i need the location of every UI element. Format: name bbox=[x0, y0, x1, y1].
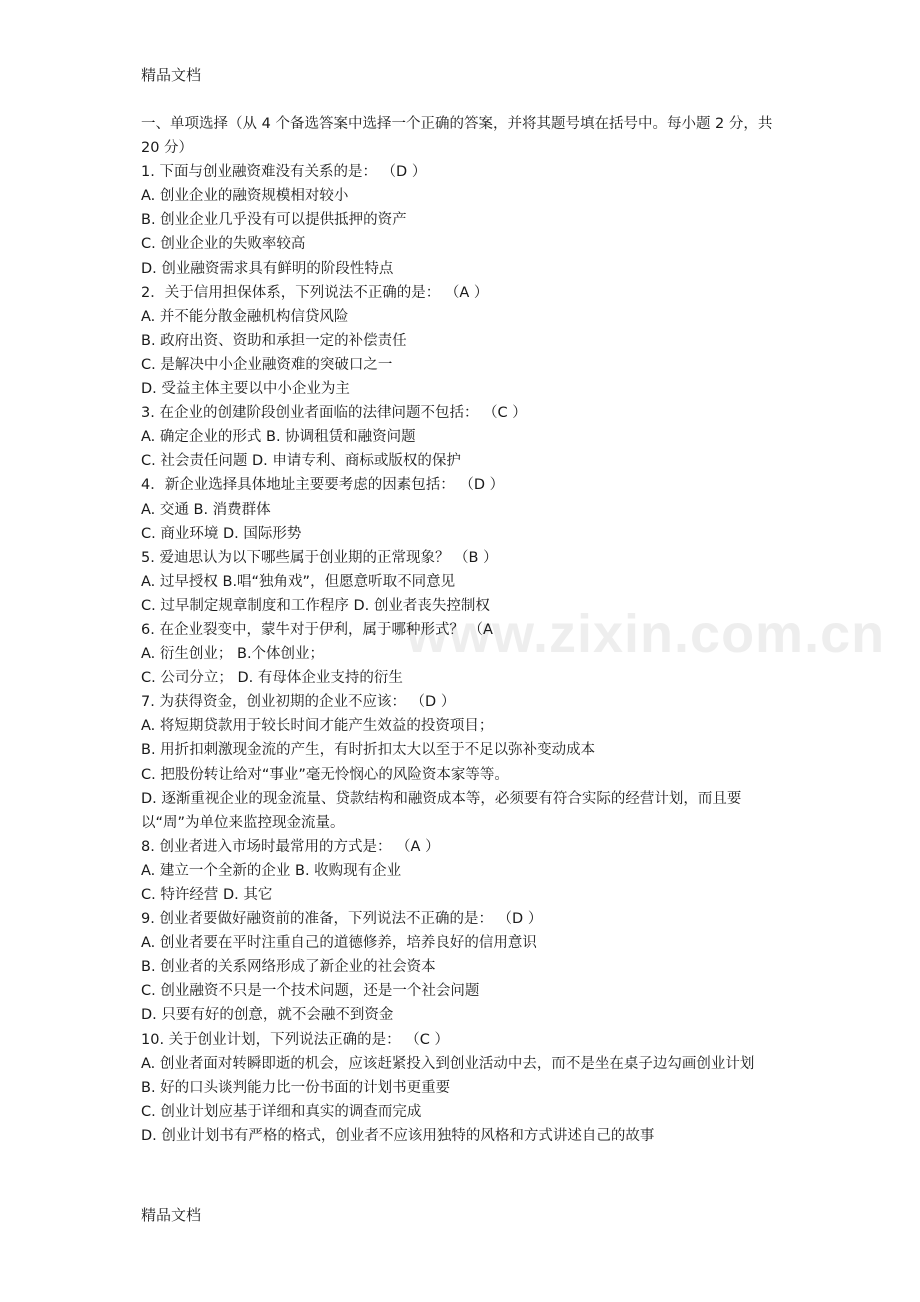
document-body bbox=[141, 112, 791, 1148]
option: B. 用折扣刺激现金流的产生，有时折扣太大以至于不足以弥补变动成本 bbox=[141, 742, 596, 759]
option: A. 创业企业的融资规模相对较小 bbox=[141, 188, 349, 205]
question-3 bbox=[141, 401, 791, 473]
question-7 bbox=[141, 690, 791, 835]
section-intro: 一、单项选择（从 4 个备选答案中选择一个正确的答案，并将其题号填在括号中。每小题 2 分，共 20 分） bbox=[141, 116, 773, 157]
watermark: www.zixin.com.cn bbox=[406, 604, 886, 664]
option: C. 创业融资不只是一个技术问题，还是一个社会问题 bbox=[141, 983, 480, 1000]
question-8 bbox=[141, 835, 791, 907]
option: B. 创业企业几乎没有可以提供抵押的资产 bbox=[141, 212, 407, 229]
option: D. 只要有好的创意，就不会融不到资金 bbox=[141, 1007, 394, 1024]
option: A. 将短期贷款用于较长时间才能产生效益的投资项目； bbox=[141, 718, 494, 735]
question-5 bbox=[141, 546, 791, 618]
option: A. 创业者要在平时注重自己的道德修养，培养良好的信用意识 bbox=[141, 935, 537, 952]
option: A. 并不能分散金融机构信贷风险 bbox=[141, 308, 349, 325]
question-4 bbox=[141, 473, 791, 545]
question-stem: 2．关于信用担保体系，下列说法不正确的是： （A ） bbox=[141, 284, 489, 301]
option: A. 衍生创业； B.个体创业； bbox=[141, 646, 325, 663]
option: B. 创业者的关系网络形成了新企业的社会资本 bbox=[141, 959, 436, 976]
option: C. 商业环境 D. 国际形势 bbox=[141, 525, 302, 542]
question-stem: 10. 关于创业计划，下列说法正确的是： （C ） bbox=[141, 1031, 450, 1048]
option: D. 受益主体主要以中小企业为主 bbox=[141, 381, 350, 398]
option: C. 特许经营 D. 其它 bbox=[141, 887, 273, 903]
question-1 bbox=[141, 160, 791, 280]
option: C. 创业计划应基于详细和真实的调查而完成 bbox=[141, 1103, 422, 1120]
option: B. 好的口头谈判能力比一份书面的计划书更重要 bbox=[141, 1079, 451, 1096]
option: D. 逐渐重视企业的现金流量、贷款结构和融资成本等，必须要有符合实际的经营计划，而且要以“周”为单位来监控现金流量。 bbox=[141, 790, 742, 831]
question-stem: 1. 下面与创业融资难没有关系的是： （D ） bbox=[141, 164, 427, 181]
option: A. 创业者面对转瞬即逝的机会，应该赶紧投入到创业活动中去，而不是坐在桌子边勾画创业计划 bbox=[141, 1055, 755, 1072]
option: B. 政府出资、资助和承担一定的补偿责任 bbox=[141, 332, 407, 349]
question-stem: 7. 为获得资金，创业初期的企业不应该： （D ） bbox=[141, 694, 456, 711]
option: C. 公司分立； D. 有母体企业支持的衍生 bbox=[141, 670, 403, 687]
page-footer: 精品文档 bbox=[141, 1206, 202, 1224]
option: C. 过早制定规章制度和工作程序 D. 创业者丧失控制权 bbox=[141, 597, 490, 614]
option: A. 交通 B. 消费群体 bbox=[141, 501, 271, 518]
question-stem: 3. 在企业的创建阶段创业者面临的法律问题不包括： （C ） bbox=[141, 405, 527, 422]
option: C. 把股份转让给对“事业”毫无怜悯心的风险资本家等等。 bbox=[141, 766, 509, 783]
question-stem: 4．新企业选择具体地址主要要考虑的因素包括： （D ） bbox=[141, 477, 505, 494]
question-2 bbox=[141, 281, 791, 401]
question-10 bbox=[141, 1028, 791, 1148]
option: A. 确定企业的形式 B. 协调租赁和融资问题 bbox=[141, 429, 416, 446]
option: C. 是解决中小企业融资难的突破口之一 bbox=[141, 356, 393, 373]
page-header: 精品文档 bbox=[141, 66, 202, 84]
option: C. 社会责任问题 D. 申请专利、商标或版权的保护 bbox=[141, 453, 461, 470]
option: A. 过早授权 B.唱“独角戏”，但愿意听取不同意见 bbox=[141, 573, 456, 590]
question-6 bbox=[141, 618, 791, 690]
question-9 bbox=[141, 907, 791, 1027]
option: D. 创业计划书有严格的格式，创业者不应该用独特的风格和方式讲述自己的故事 bbox=[141, 1127, 655, 1144]
question-stem: 6. 在企业裂变中，蒙牛对于伊利，属于哪种形式？ （A bbox=[141, 621, 493, 638]
option: C. 创业企业的失败率较高 bbox=[141, 236, 306, 253]
option: A. 建立一个全新的企业 B. 收购现有企业 bbox=[141, 862, 402, 879]
option: D. 创业融资需求具有鲜明的阶段性特点 bbox=[141, 260, 394, 277]
question-stem: 8. 创业者进入市场时最常用的方式是： （A ） bbox=[141, 838, 440, 855]
question-stem: 5. 爱迪思认为以下哪些属于创业期的正常现象？ （B ） bbox=[141, 549, 498, 566]
question-stem: 9. 创业者要做好融资前的准备，下列说法不正确的是： （D ） bbox=[141, 911, 543, 928]
